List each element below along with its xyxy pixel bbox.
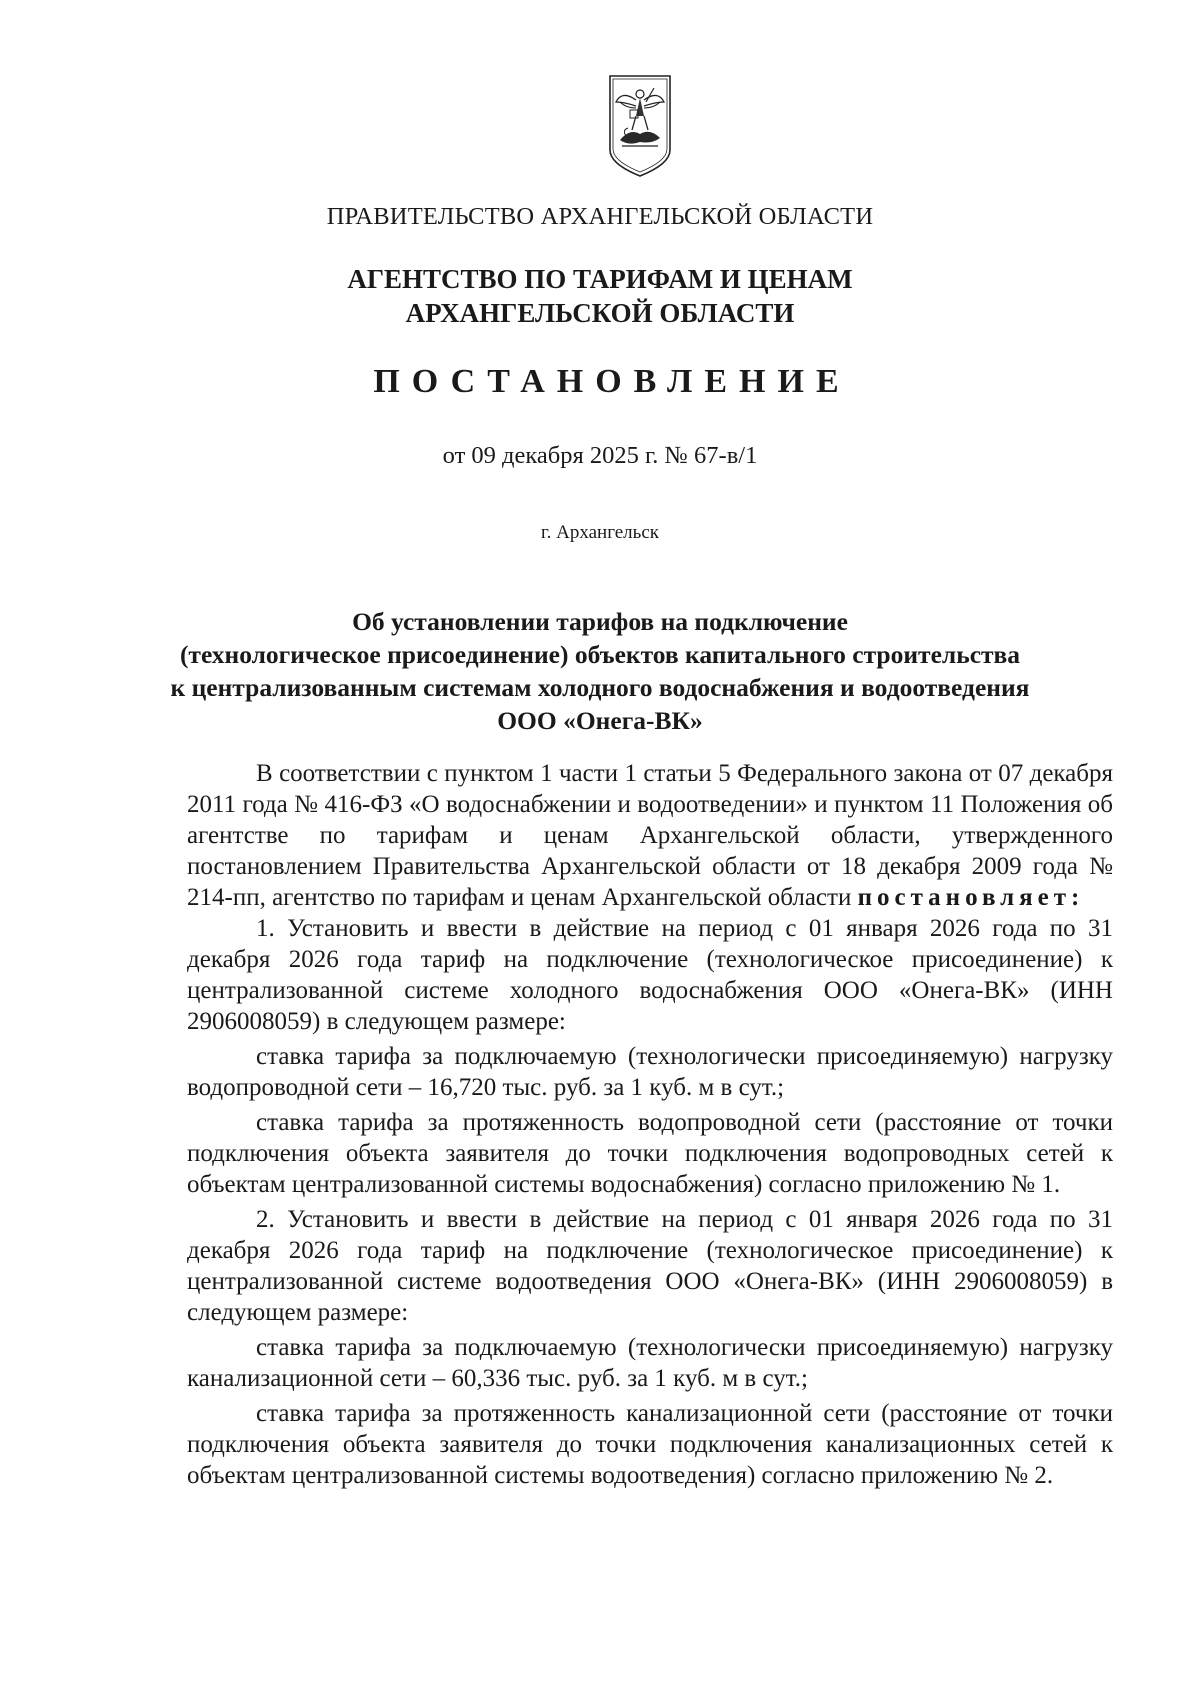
title-line1: Об установлении тарифов на подключение — [352, 607, 848, 636]
item-1-rate-length: ставка тарифа за протяженность водопроводной сети (расстояние от точки подключения объекта заявителя до точки подключения водопроводных сетей к объектам централизованной системы водоснабжения) согласно приложению № 1. — [187, 1109, 1113, 1198]
document-title — [0, 605, 1200, 737]
item-1-paragraph: 1. Установить и ввести в действие на период с 01 января 2026 года по 31 декабря 2026 года тариф на подключение (технологическое присоединение) к централизованной системе холодного водоснабжения ООО «Онега-ВК» (ИНН 2906008059) в следующем размере: — [187, 915, 1113, 1035]
item-2-paragraph: 2. Установить и ввести в действие на период с 01 января 2026 года по 31 декабря 2026 года тариф на подключение (технологическое присоединение) к централизованной системе водоотведения ООО «Онега-ВК» (ИНН 2906008059) в следующем размере: — [187, 1206, 1113, 1326]
coat-of-arms-icon — [606, 72, 674, 180]
preamble-paragraph — [187, 758, 1113, 913]
title-line4: ООО «Онега-ВК» — [497, 706, 703, 735]
item-2-rate-length: ставка тарифа за протяженность канализационной сети (расстояние от точки подключения объекта заявителя до точки подключения канализационных сетей к объектам централизованной системы водоотведения) согласно приложению № 2. — [187, 1400, 1113, 1489]
agency-name-line1: АГЕНТСТВО ПО ТАРИФАМ И ЦЕНАМ — [347, 264, 853, 294]
government-name: ПРАВИТЕЛЬСТВО АРХАНГЕЛЬСКОЙ ОБЛАСТИ — [326, 203, 874, 230]
agency-name — [0, 262, 1200, 330]
title-line3: к централизованным системам холодного водоснабжения и водоотведения — [170, 673, 1030, 702]
document-date-number: от 09 декабря 2025 г. № 67-в/1 — [442, 442, 758, 469]
document-body — [187, 758, 1113, 1491]
document-type: ПОСТАНОВЛЕНИЕ — [373, 363, 851, 400]
agency-name-line2: АРХАНГЕЛЬСКОЙ ОБЛАСТИ — [405, 298, 795, 328]
title-line2: (технологическое присоединение) объектов капитального строительства — [179, 640, 1021, 669]
document-city: г. Архангельск — [540, 522, 659, 543]
decrees-word: постановляет: — [857, 884, 1085, 911]
preamble-text: В соответствии с пунктом 1 части 1 статьи 5 Федерального закона от 07 декабря 2011 года № 416-ФЗ «О водоснабжении и водоотведении» и пунктом 11 Положения об агентстве по тарифам и ценам Архангельской области, утвержденного постановлением Правительства Архангельской области от 18 декабря 2009 года № 214-пп, агентство по тарифам и ценам Архангельской области — [187, 760, 1113, 911]
item-1-rate-load: ставка тарифа за подключаемую (технологически присоединяемую) нагрузку водопроводной сети – 16,720 тыс. руб. за 1 куб. м в сут.; — [187, 1043, 1113, 1101]
item-2-rate-load: ставка тарифа за подключаемую (технологически присоединяемую) нагрузку канализационной сети – 60,336 тыс. руб. за 1 куб. м в сут.; — [187, 1334, 1113, 1392]
